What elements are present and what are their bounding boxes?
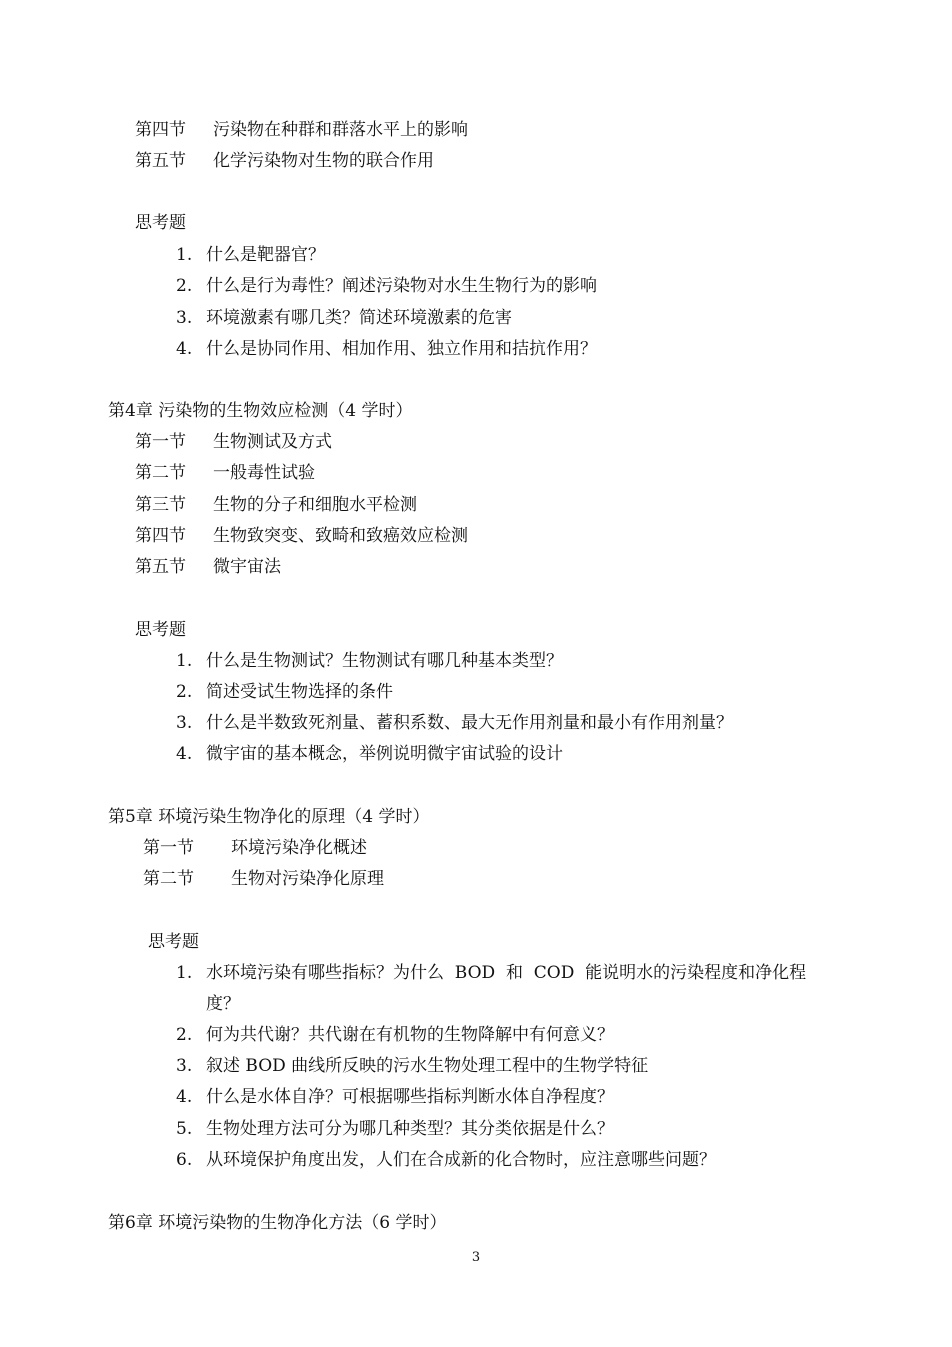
question-number: 3.: [176, 1056, 193, 1076]
section-number: 第五节: [135, 557, 186, 577]
question-number: 4.: [176, 339, 193, 359]
section-number: 第四节: [135, 120, 186, 140]
question-item: [176, 244, 325, 266]
question-item: [176, 712, 733, 734]
section-title: 生物对污染净化原理: [231, 869, 384, 889]
question-text: 何为共代谢？共代谢在有机物的生物降解中有何意义？: [206, 1025, 614, 1045]
question-item: [176, 1024, 614, 1046]
section-item: [135, 150, 434, 172]
question-text: 什么是水体自净？可根据哪些指标判断水体自净程度？: [206, 1087, 614, 1107]
question-number: 2.: [176, 276, 193, 296]
question-number: 3.: [176, 713, 193, 733]
chapter-title: 第6章 环境污染物的生物净化方法（6 学时）: [108, 1213, 447, 1233]
question-item: [176, 1149, 716, 1171]
question-text: 微宇宙的基本概念，举例说明微宇宙试验的设计: [206, 744, 563, 764]
question-item: [176, 338, 597, 360]
question-text: 叙述 BOD 曲线所反映的污水生物处理工程中的生物学特征: [206, 1056, 649, 1076]
question-text: 从环境保护角度出发，人们在合成新的化合物时，应注意哪些问题？: [206, 1150, 716, 1170]
question-number: 4.: [176, 1087, 193, 1107]
question-item: [176, 1086, 614, 1108]
question-text: 生物处理方法可分为哪几种类型？其分类依据是什么？: [206, 1119, 614, 1139]
question-item: [176, 275, 597, 297]
section-number: 第一节: [143, 838, 194, 858]
questions-heading: 思考题: [148, 932, 199, 952]
question-text: 什么是靶器官？: [206, 245, 325, 265]
question-continuation: 度？: [206, 994, 240, 1014]
question-item: [176, 1055, 648, 1077]
chapter-title: 第5章 环境污染生物净化的原理（4 学时）: [108, 807, 430, 827]
section-title: 污染物在种群和群落水平上的影响: [213, 120, 468, 140]
question-number: 1.: [176, 245, 193, 265]
section-item: [135, 431, 332, 453]
question-number: 5.: [176, 1119, 193, 1139]
section-title: 化学污染物对生物的联合作用: [213, 151, 434, 171]
question-item: [176, 650, 563, 672]
question-number: 6.: [176, 1150, 193, 1170]
section-item: [143, 837, 367, 859]
questions-heading: 思考题: [135, 213, 186, 233]
section-item: [135, 462, 315, 484]
section-title: 环境污染净化概述: [231, 838, 367, 858]
questions-heading: 思考题: [135, 620, 186, 640]
section-number: 第二节: [143, 869, 194, 889]
section-item: [135, 494, 417, 516]
section-number: 第五节: [135, 151, 186, 171]
question-text: 水环境污染有哪些指标？为什么 BOD 和 COD 能说明水的污染程度和净化程: [206, 963, 807, 983]
section-number: 第二节: [135, 463, 186, 483]
question-text: 什么是行为毒性？阐述污染物对水生生物行为的影响: [206, 276, 597, 296]
question-text: 什么是协同作用、相加作用、独立作用和拮抗作用？: [206, 339, 597, 359]
question-text: 什么是生物测试？生物测试有哪几种基本类型？: [206, 651, 563, 671]
question-item: [176, 307, 512, 329]
section-title: 生物致突变、致畸和致癌效应检测: [213, 526, 468, 546]
section-item: [143, 868, 384, 890]
question-number: 4.: [176, 744, 193, 764]
question-number: 1.: [176, 963, 193, 983]
section-number: 第四节: [135, 526, 186, 546]
section-title: 生物测试及方式: [213, 432, 332, 452]
question-text: 简述受试生物选择的条件: [206, 682, 393, 702]
section-title: 一般毒性试验: [213, 463, 315, 483]
question-item: [176, 681, 393, 703]
section-item: [135, 119, 468, 141]
question-text: 什么是半数致死剂量、蓄积系数、最大无作用剂量和最小有作用剂量？: [206, 713, 733, 733]
question-number: 2.: [176, 682, 193, 702]
chapter-title: 第4章 污染物的生物效应检测（4 学时）: [108, 401, 413, 421]
page-number: 3: [471, 1250, 481, 1265]
question-number: 1.: [176, 651, 193, 671]
question-text: 环境激素有哪几类？简述环境激素的危害: [206, 308, 512, 328]
question-item: [176, 743, 563, 765]
question-number: 3.: [176, 308, 193, 328]
section-number: 第一节: [135, 432, 186, 452]
section-item: [135, 525, 468, 547]
question-item: [176, 1118, 614, 1140]
section-item: [135, 556, 281, 578]
question-number: 2.: [176, 1025, 193, 1045]
question-item: [176, 962, 806, 984]
section-number: 第三节: [135, 495, 186, 515]
section-title: 生物的分子和细胞水平检测: [213, 495, 417, 515]
section-title: 微宇宙法: [213, 557, 281, 577]
